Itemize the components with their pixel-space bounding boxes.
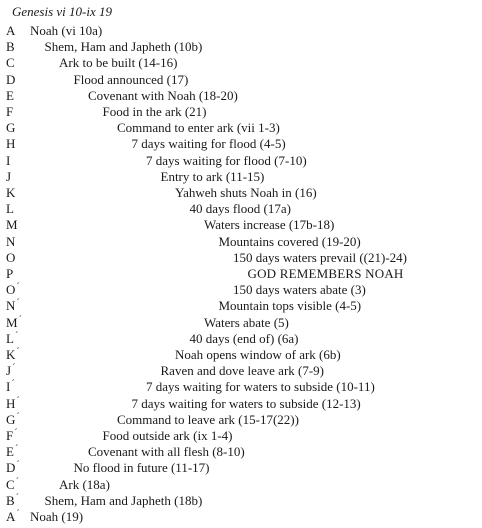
- row-letter: [6, 508, 20, 528]
- row-text: Ark (18a): [59, 476, 110, 492]
- row-text: Raven and dove leave ark (7-9): [160, 363, 325, 379]
- row-letter-text: G: [6, 120, 16, 136]
- row-text: 40 days flood (17a): [189, 201, 291, 217]
- row-text: 150 days waters abate (3): [233, 282, 366, 298]
- passage-heading: Genesis vi 10-ix 19: [12, 4, 113, 19]
- row-text: Entry to ark (11-15): [160, 168, 265, 184]
- row-text: Shem, Ham and Japheth (18b): [44, 492, 203, 508]
- row-letter-text: N: [6, 298, 16, 314]
- row-letter-text: J: [6, 363, 12, 379]
- prime-mark: ´: [12, 363, 16, 375]
- prime-mark: ´: [14, 428, 18, 439]
- row-text: Yahweh shuts Noah in (16): [175, 185, 317, 200]
- row-letter-text: H: [6, 395, 16, 411]
- row-text: Covenant with Noah (18-20): [88, 87, 238, 103]
- prime-mark: ´: [16, 347, 20, 358]
- row-text: Waters increase (17b-18): [204, 217, 335, 233]
- row-text: Command to enter ark (vii 1-3): [117, 120, 280, 136]
- prime-mark: ´: [16, 298, 20, 310]
- prime-mark: ´: [16, 411, 20, 423]
- prime-mark: ´: [15, 492, 20, 504]
- prime-mark: ´: [14, 330, 19, 342]
- row-text: 7 days waiting for waters to subside (12-13): [131, 395, 361, 411]
- row-text: Command to leave ark (15-17(22)): [117, 411, 299, 427]
- row-letter-text: M: [6, 314, 18, 330]
- row-letter-text: C: [6, 55, 15, 71]
- row-text: Noah (19): [30, 509, 84, 524]
- row-text: Mountain tops visible (4-5): [218, 298, 362, 314]
- prime-mark: ´: [16, 509, 20, 520]
- row-letter-text: N: [6, 233, 16, 249]
- row-letter-text: I: [6, 152, 11, 168]
- row-text: Food in the ark (21): [102, 104, 207, 119]
- row-letter-text: M: [6, 217, 18, 233]
- prime-mark: ´: [15, 476, 20, 488]
- row-letter-text: E: [6, 87, 14, 103]
- row-letter-text: L: [6, 201, 14, 217]
- prime-mark: ´: [16, 395, 20, 407]
- row-text: Food outside ark (ix 1-4): [102, 428, 233, 443]
- row-text: 7 days waiting for flood (4-5): [131, 136, 286, 152]
- row-text: No flood in future (11-17): [73, 460, 210, 476]
- row-letter-text: K: [6, 347, 16, 362]
- row-text: 7 days waiting for waters to subside (10-11): [146, 379, 375, 395]
- row-letter-text: L: [6, 330, 14, 346]
- row-letter-text: D: [6, 71, 16, 87]
- prime-mark: ´: [16, 460, 20, 472]
- row-letter-text: K: [6, 185, 16, 200]
- row-text: Mountains covered (19-20): [218, 233, 361, 249]
- prime-mark: ´: [18, 314, 22, 326]
- row-text: Waters abate (5): [204, 314, 289, 330]
- prime-mark: ´: [11, 379, 15, 391]
- row-letter-text: G: [6, 411, 16, 427]
- row-text: Noah (vi 10a): [30, 23, 103, 38]
- row-letter-text: J: [6, 168, 12, 184]
- row-letter-text: P: [6, 266, 14, 281]
- row-letter-text: H: [6, 136, 16, 152]
- row-text: Flood announced (17): [73, 71, 189, 87]
- row-letter-text: F: [6, 428, 14, 443]
- row-letter-text: F: [6, 104, 14, 119]
- row-letter-text: A: [6, 23, 16, 38]
- row-letter-text: I: [6, 379, 11, 395]
- row-letter-text: D: [6, 460, 16, 476]
- row-text: Ark to be built (14-16): [59, 55, 178, 71]
- prime-mark: ´: [16, 282, 20, 294]
- row-letter-text: O: [6, 282, 16, 298]
- row-text: 150 days waters prevail ((21)-24): [233, 249, 407, 265]
- prime-mark: ´: [14, 444, 19, 456]
- row-text: Covenant with all flesh (8-10): [88, 444, 245, 460]
- row-letter-text: E: [6, 444, 14, 460]
- row-letter-text: B: [6, 492, 15, 508]
- outline-row: [0, 508, 482, 526]
- row-text: Noah opens window of ark (6b): [175, 347, 341, 362]
- row-letter-text: O: [6, 249, 16, 265]
- row-text: 40 days (end of) (6a): [189, 330, 299, 346]
- row-text: Shem, Ham and Japheth (10b): [44, 39, 203, 55]
- row-letter-text: A: [6, 509, 16, 524]
- row-letter-text: C: [6, 476, 15, 492]
- row-letter-text: B: [6, 39, 15, 55]
- row-text: 7 days waiting for flood (7-10): [146, 152, 307, 168]
- centre-text: GOD REMEMBERS NOAH: [247, 266, 404, 281]
